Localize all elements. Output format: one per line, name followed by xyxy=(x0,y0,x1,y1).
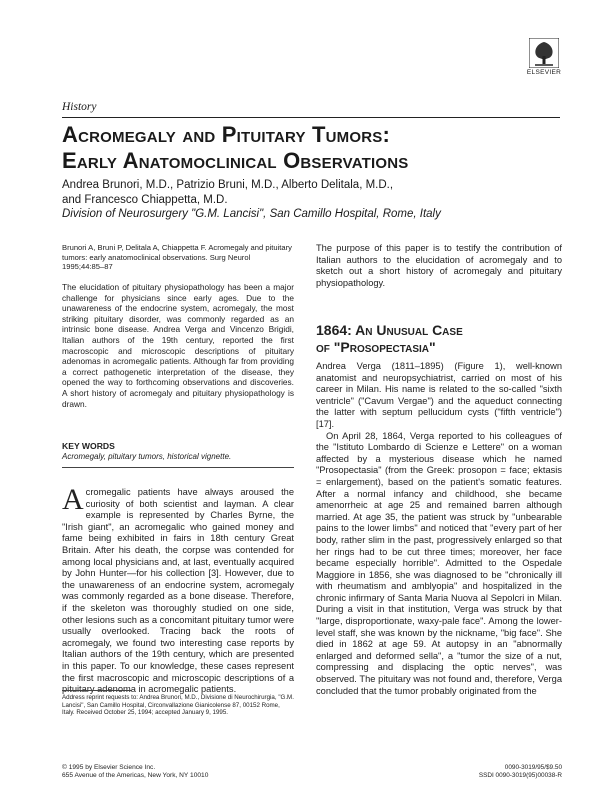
title-line-2: Early Anatomoclinical Observations xyxy=(62,148,409,173)
footnote: Address reprint requests to: Andrea Brunori, M.D., Divisione di Neurochirurgia, "G.M. Lancisi", San Camillo Hospital, Circonvallazione Gianicolense 87, 00152 Rome, Italy. Received October 25, 1994; accepted January 9, 1995. xyxy=(62,694,294,717)
elsevier-tree-icon xyxy=(529,38,559,68)
section-heading xyxy=(316,322,562,356)
section-label: History xyxy=(62,101,97,113)
abstract: The elucidation of pituitary physiopathology has been a major challenge for physicians since early ages. Due to the unawareness of the endocrine system, acromegaly, the most striking pituitary disorder, was commonly regarded as an intrinsic bone disease. Andrea Verga and Vincenzo Brigidi, Italian authors of the 19th century, reported the first macroscopic and microscopic descriptions of pituitary adenomas in acromegalic patients. Although far from providing a correct pathogenetic interpretation of the disease, they opened the way to forthcoming observations and discoveries. A short history of acromegaly and pituitary physiopathology is drawn. xyxy=(62,282,294,409)
section-heading-line-1: 1864: An Unusual Case xyxy=(316,322,463,338)
body-paragraph-2: On April 28, 1864, Verga reported to his colleagues of the "Istituto Lombardo di Scienze e Lettere" on a woman affected by a mysterious disease which he named "Prosopectasia" (from the Greek: prosopon = face; ektasis = enlargement), based on the patient's somatic features. After a normal infancy and childhood, she became amenorrheic at age 25 and remained barren although married. At age 35, the patient was struck by "unbearable pains to the lower limbs" and noticed that "every part of her body, rather slim in the past, progressively enlarged so that her rings had to be cut three times; moreover, her face became especially horrible". Admitted to the Ospedale Maggiore in 1856, she was diagnosed to be "chronically ill with rheumatism and amblyopia" and hospitalized in the chronic infirmary of Santa Maria Nuova al Sepolcri in Milan. During a visit in that institution, Verga was struck by that "large, disproportionate, waxy-pale face". Among the lower-level staff, she was known by the nickname, "big face". She died in 1862 at age 59. At autopsy in an "abnormally enlarged and deformed sella", a "tumor the size of a nut, compressing and displacing the optic nerves", was observed. The pituitary was not found and, therefore, Verga concluded that the tumor probably originated from the xyxy=(316,430,562,696)
purpose-paragraph: The purpose of this paper is to testify the contribution of Italian authors to the elucidation of acromegaly and to sketch out a short history of acromegaly and pituitary physiopathology. xyxy=(316,243,562,288)
body-text xyxy=(316,361,562,697)
publisher-name: ELSEVIER xyxy=(526,69,562,76)
article-title xyxy=(62,122,562,174)
drop-cap: A xyxy=(62,483,84,516)
body-paragraph-1: Andrea Verga (1811–1895) (Figure 1), well-known anatomist and neuropsychiatrist, carried on most of his career in Milan. His name is related to the so-called "sixth ventricle" ("Cavum Vergae") and the aqueduct connecting the latter with septum pellucidum cysts ("fifth ventricle") [17]. xyxy=(316,361,562,429)
introduction xyxy=(62,483,295,696)
keywords-heading: KEY WORDS xyxy=(62,441,115,451)
author-block xyxy=(62,178,562,222)
affiliation: Division of Neurosurgery "G.M. Lancisi", San Camillo Hospital, Rome, Italy xyxy=(62,208,441,220)
title-line-1: Acromegaly and Pituitary Tumors: xyxy=(62,122,391,147)
issn-block xyxy=(452,764,562,780)
header-rule xyxy=(62,117,560,118)
keywords: Acromegaly, pituitary tumors, historical vignette. xyxy=(62,452,232,461)
elsevier-logo xyxy=(525,38,563,76)
section-heading-line-2: of "Prosopectasia" xyxy=(316,339,436,355)
issn-line-1: 0090-3019/95/$9.50 xyxy=(504,764,562,771)
footnote-rule xyxy=(62,690,132,691)
copyright-line-1: © 1995 by Elsevier Science Inc. xyxy=(62,764,156,771)
authors-line-2: and Francesco Chiappetta, M.D. xyxy=(62,193,228,206)
issn-line-2: SSDI 0090-3019(95)00038-R xyxy=(478,772,562,779)
copyright xyxy=(62,764,294,780)
keywords-rule xyxy=(62,467,294,468)
authors-line-1: Andrea Brunori, M.D., Patrizio Bruni, M.D., Alberto Delitala, M.D., xyxy=(62,179,394,191)
citation: Brunori A, Bruni P, Delitala A, Chiappetta F. Acromegaly and pituitary tumors: early anatomoclinical observations. Surg Neurol 1995;44:85–87 xyxy=(62,243,292,271)
copyright-line-2: 655 Avenue of the Americas, New York, NY 10010 xyxy=(62,772,209,780)
intro-text: cromegalic patients have always aroused the curiosity of both scientist and layman. A clear example is represented by Charles Byrne, the "Irish giant", an acromegalic who gained money and fame being exhibited in fairs in 18th century Great Britain. After his death, the corpse was contended for among local physicians and, at last, eventually acquired by John Hunter—for his collection [3]. However, due to the unawareness of an endocrine system, acromegaly was commonly regarded as a bone disease. Therefore, if the skeleton was thoroughly studied on one side, other lesions such as a concomitant pituitary tumor were usually overlooked. Tracing back the roots of acromegaly, we found two interesting case reports by Italian authors of the 19th century, which are presented in this paper. To our knowledge, these cases represent the first macroscopic and microscopic descriptions of a pituitary adenoma in acromegalic patients. xyxy=(62,487,295,695)
